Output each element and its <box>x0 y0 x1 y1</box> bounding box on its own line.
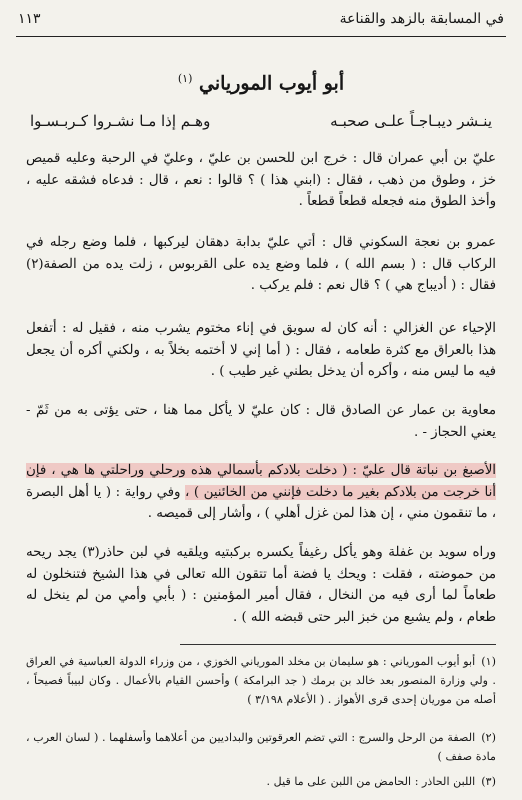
poem-verse <box>30 112 492 130</box>
footnote-2 <box>26 728 496 766</box>
footnote-2-number: (٢) <box>481 731 496 744</box>
section-title <box>0 72 522 94</box>
header-rule <box>16 36 506 37</box>
paragraph-6: وراه سويد بن غفلة وهو يأكل رغيفاً يكسره بركبتيه ويلقيه في لبن حاذر(٣) يجد ريحه من حموضته ، فقلت : ويحك يا فضة أما تتقون الله تعالى في هذا الشيخ فتنخلون له طعاماً لما أرى فيه من النخال ، فقال أمير المؤمنين : ( بأبي وأمي من لم ينخل له طعام ، ولم يشبع من خبز البر حتى قبضه الله ) . <box>26 545 496 625</box>
title-footnote-marker: (١) <box>177 72 193 85</box>
footnote-1-number: (١) <box>481 655 496 668</box>
paragraph-3: الإحياء عن الغزالي : أنه كان له سويق في إناء مختوم يشرب منه ، فقيل له : أتفعل هذا بالعراق مع كثرة طعامه ، فقال : ( أما إني لا أختمه بخلاً به ، ولكني أكره أن يجعل فيه ما ليس منه ، وأكره أن يدخل بطني غير طيب ) . <box>26 321 496 379</box>
running-title: في المسابقة بالزهد والقناعة <box>339 11 504 27</box>
footnote-rule <box>180 644 496 645</box>
footnote-1-text: أبو أيوب المورياني : هو سليمان بن مخلد المورياني الخوزي ، من وزراء الدولة العباسية في العراق . ولي وزارة المنصور بعد خالد بن برمك ( جد البرامكة ) وأحسن القيام بالأعمال . وكان لبيباً فصيحاً ، أصله من موريان إحدى قرى الأهواز . ( الأعلام ٣/١٩٨ ) <box>26 655 496 706</box>
paragraph-5 <box>26 460 496 525</box>
footnote-3 <box>26 772 496 791</box>
paragraph-5-rest: وفي رواية : ( يا أهل البصرة ، ما تنقمون مني ، إن هذا لمن غزل أهلي ) ، وأشار إلى قميصه . <box>26 484 496 521</box>
footnote-3-text: اللبن الحاذر : الحامض من اللبن على ما قيل . <box>266 775 476 788</box>
section-title-text: أبو أيوب المورياني <box>199 72 345 95</box>
verse-second-hemistich: وهـم إذا مـا نشـروا كـربـسـوا <box>30 112 211 130</box>
footnote-3-number: (٣) <box>481 775 496 788</box>
page-number: ١١٣ <box>18 11 41 27</box>
footnote-2-text: الصفة من الرحل والسرج : التي تضم العرقوتين والبداديين من أعلاهما وأسفلهما . ( لسان العرب ، مادة صفف ) <box>26 731 496 763</box>
page-header <box>18 6 504 32</box>
paragraph-1: عليّ بن أبي عمران قال : خرج ابن للحسن بن عليّ ، وعليّ في الرحبة وعليه قميص خز ، وطوق من ذهب ، فقال : (ابني هذا ) ؟ قالوا : نعم ، قال : فدعاه فشقه عليه ، وأخذ الطوق منه فجعله قطعاً قطعاً . <box>26 151 496 209</box>
paragraph-2: عمرو بن نعجة السكوني قال : أتي عليّ بدابة دهقان ليركبها ، فلما وضع رجله في الركاب قال : ( بسم الله ) ، فلما وضع يده على القربوس ، زلت يده من الصفة(٢) فقال : ( أديباج هي ) ؟ قال نعم : فلم يركب . <box>26 235 496 293</box>
paragraph-4: معاوية بن عمار عن الصادق قال : كان عليّ لا يأكل مما هنا ، حتى يؤتى به من ثَمّ - يعني الحجاز - . <box>26 403 496 440</box>
verse-first-hemistich: ينـشر ديبـاجـاً علـى صحبـه <box>330 112 492 130</box>
highlighted-text: الأصبغ بن نباتة قال عليّ : ( دخلت بلادكم بأسمالي هذه ورحلي وراحلتي ها هي ، فإن أنا خرجت من بلادكم بغير ما دخلت فإنني من الخائنين ) ، <box>26 463 496 500</box>
footnote-1 <box>26 652 496 709</box>
